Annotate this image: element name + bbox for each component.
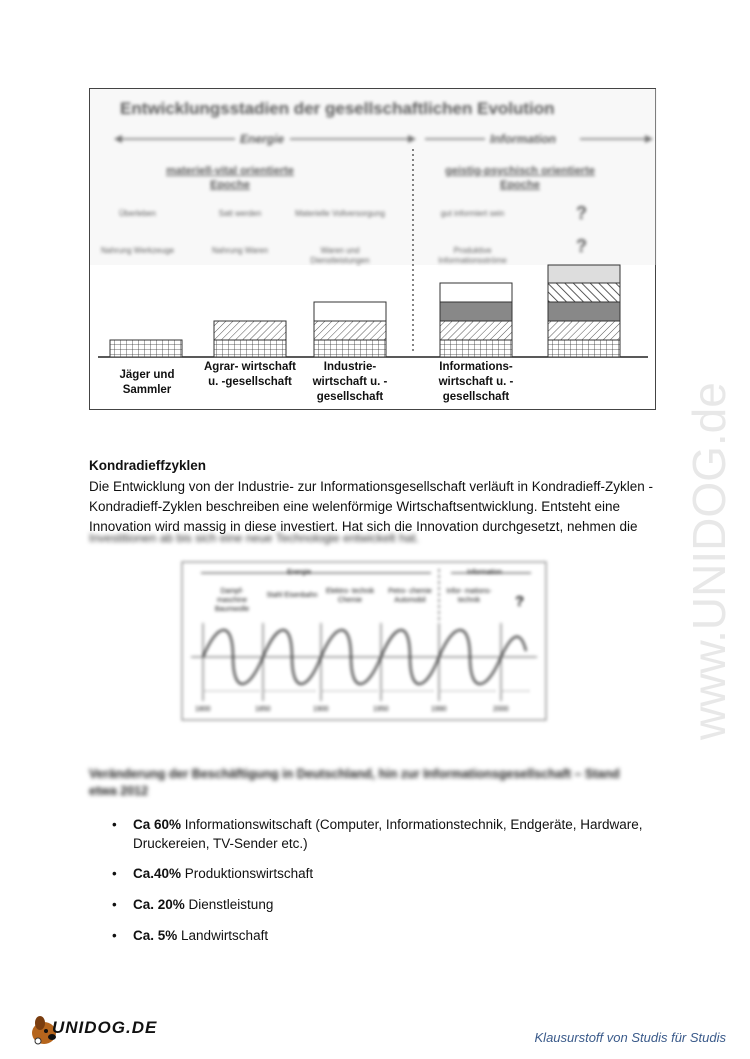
wave-innovation-2: Stahl Eisenbahn [266, 592, 318, 599]
item-percent: Ca.40% [133, 866, 182, 881]
need-material: Materielle Vollversorgung [295, 209, 385, 218]
item-percent: Ca. 5% [133, 928, 178, 943]
kondra-heading: Kondradieffzyklen [89, 458, 207, 473]
bullet-icon: • [112, 817, 117, 832]
stage-agrar: Agrar- wirtschaft u. -gesellschaft [203, 361, 297, 388]
wave-innovation-1: Dampf- maschine Baumwolle [214, 588, 250, 613]
kondra-blurred-line: Investitionen ab bis sich eine neue Technologie entwickelt hat. [89, 531, 419, 545]
wave-innovation-4: Petro- chemie Automobil [388, 588, 432, 604]
wave-chart [181, 561, 547, 721]
year-1990: 1990 [431, 706, 447, 713]
evolution-figure [89, 88, 656, 410]
bullet-icon: • [112, 897, 117, 912]
wave-question-mark: ? [515, 593, 525, 610]
footer-tagline: Klausurstoff von Studis für Studis [534, 1030, 726, 1045]
section-label-energy: Energie [240, 132, 285, 146]
item-percent: Ca. 20% [133, 897, 185, 912]
stage-industry: Industrie- wirtschaft u. -gesellschaft [312, 361, 388, 403]
need2-information: Produktive Informationsströme [438, 246, 507, 265]
item-text: Landwirtschaft [177, 928, 269, 943]
need-informed: gut informiert sein [440, 209, 505, 218]
year-1850: 1850 [255, 706, 271, 713]
stage-hunter: Jäger und Sammler [119, 369, 175, 396]
stage-information: Informations- wirtschaft u. -gesellschaft [438, 361, 514, 403]
year-1900: 1900 [313, 706, 329, 713]
question-mark-2: ? [576, 236, 587, 256]
wave-section-energy: Energie [287, 569, 312, 576]
need2-industry: Waren und Dienstleistungen [310, 246, 370, 265]
need-survival: Überleben [119, 209, 156, 218]
item-text: Informationswitschaft (Computer, Informationstechnik, Endgeräte, Hardware, Druckereien, TV-Sender etc.) [133, 817, 643, 851]
watermark: www.UNIDOG.de [683, 382, 735, 740]
wave-innovation-5: Infor- mations- technik [446, 588, 492, 604]
left-epoch: materiell-vital orientierte Epoche [166, 165, 294, 191]
item-percent: Ca 60% [133, 817, 182, 832]
year-1950: 1950 [373, 706, 389, 713]
right-epoch: geistig-psychisch orientierte Epoche [445, 165, 595, 191]
wave-innovation-3: Elektro- technik Chemie [325, 588, 375, 604]
wave-section-information: Information [467, 569, 503, 576]
kondra-paragraph: Die Entwicklung von der Industrie- zur Informationsgesellschaft verläuft in Kondradieff-Zyklen - Kondradieff-Zyklen beschreiben eine welenförmige Wirtschaftsentwicklung. Entsteht eine Innovation wird massig in diese investiert. Hat sich die Innovation durchgesetzt, nehmen die [89, 479, 654, 534]
year-1800: 1800 [195, 706, 211, 713]
bullet-icon: • [112, 866, 117, 881]
need-fed: Satt werden [218, 209, 262, 218]
year-2000: 2000 [493, 706, 509, 713]
need2-agrar: Nahrung Waren [211, 246, 269, 255]
bullet-icon: • [112, 928, 117, 943]
section-label-information: Information [490, 132, 556, 146]
employment-heading: Veränderung der Beschäftigung in Deutschland, hin zur Informationsgesellschaft – Stand etwa 2012 [89, 767, 620, 798]
item-text: Dienstleistung [184, 897, 274, 912]
item-text: Produktionswirtschaft [181, 866, 314, 881]
footer-logo-text[interactable]: UNIDOG.DE [52, 1018, 158, 1037]
need2-hunter: Nahrung Werkzeuge [100, 246, 175, 255]
question-mark: ? [576, 203, 587, 223]
kondratieff-wave-figure [181, 561, 547, 721]
figure-title: Entwicklungsstadien der gesellschaftlichen Evolution [120, 99, 555, 118]
